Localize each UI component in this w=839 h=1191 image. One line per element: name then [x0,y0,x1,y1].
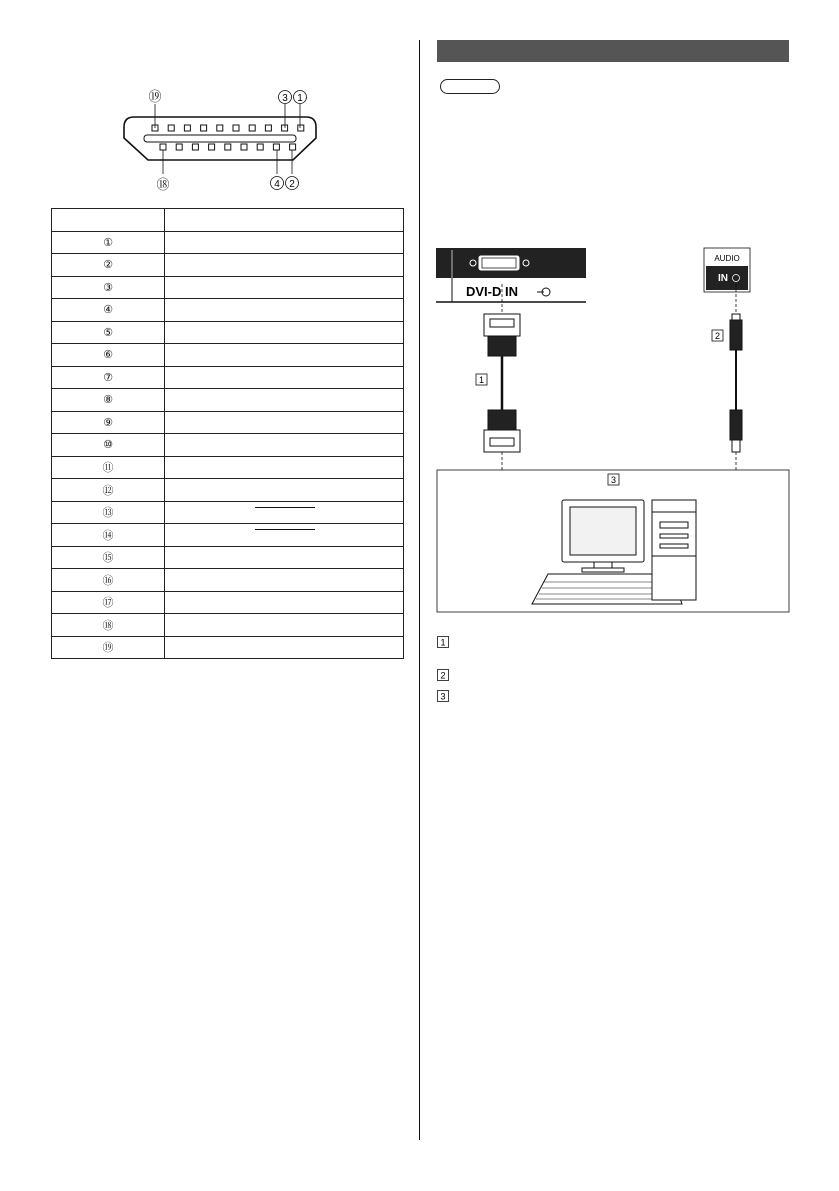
signal-name [165,299,404,322]
signal-name [165,276,404,299]
callout-1: 1 [478,375,485,385]
pin-number: ⑯ [52,569,165,592]
audio-label: AUDIO [714,254,740,263]
table-row [52,254,404,277]
hdmi-connector-tongue [144,135,296,142]
legend-marker-3 [437,690,449,702]
hdmi-pin-bottom [160,144,166,150]
pin-number: ⑧ [52,389,165,412]
callout-3: 3 [610,475,617,485]
signal-name [165,569,404,592]
header-pin-no [52,209,165,232]
pin-number: ⑭ [52,524,165,547]
pin-number: ⑪ [52,456,165,479]
hdmi-pin-bottom [257,144,263,150]
top-row-pins [152,125,304,131]
dvi-cable-connector-top [484,314,520,356]
legend-marker-2 [437,669,449,681]
table-row [52,231,404,254]
signal-name [165,524,404,547]
pc-tower [652,500,696,600]
pin-number: ⑮ [52,546,165,569]
hdmi-pin-bottom [192,144,198,150]
pin-number: ④ [52,299,165,322]
svg-text:2: 2 [440,670,446,681]
pin-number: ⑤ [52,321,165,344]
dvi-cable-connector-bottom [484,410,520,452]
svg-text:1: 1 [440,637,446,648]
signal-name [165,479,404,502]
hdmi-pin-bottom [241,144,247,150]
table-row [52,479,404,502]
pin-3-label: 3 [282,93,288,104]
table-row [52,546,404,569]
signal-overline [255,529,315,530]
hdmi-pin-top [184,125,190,131]
hdmi-connector-outline [124,117,316,160]
table-row [52,456,404,479]
table-row [52,434,404,457]
table-row [52,614,404,637]
pin-number: ⑰ [52,591,165,614]
table-header-row [52,209,404,232]
signal-name [165,389,404,412]
hdmi-pin-bottom [176,144,182,150]
hdmi-pin-top [265,125,271,131]
table-row [52,524,404,547]
dvi-d-in-label: DVI-D IN [466,284,518,299]
table-row [52,389,404,412]
signal-name [165,254,404,277]
signal-name [165,636,404,659]
hdmi-pin-top [249,125,255,131]
table-row [52,276,404,299]
signal-name [165,231,404,254]
signal-name [165,344,404,367]
audio-cable [730,314,742,452]
column-divider [419,40,420,1140]
pin-18-label: ⑱ [156,178,170,193]
note-badge [440,79,500,94]
pin-number: ⑥ [52,344,165,367]
signal-name [165,501,404,524]
signal-name [165,321,404,344]
signal-name [165,546,404,569]
hdmi-pin-top [298,125,304,131]
signal-name [165,614,404,637]
hdmi-pin-top [233,125,239,131]
hdmi-connector-diagram [110,82,330,194]
table-row [52,411,404,434]
audio-in-label: IN [718,273,728,284]
table-row [52,501,404,524]
pin-number: ⑱ [52,614,165,637]
pin-4-label: 4 [274,179,280,190]
pin-number: ⑦ [52,366,165,389]
signal-name [165,434,404,457]
pin-2-label: 2 [289,179,295,190]
legend-marker-1 [437,636,449,648]
table-row [52,299,404,322]
pin-number: ③ [52,276,165,299]
svg-text:3: 3 [440,691,446,702]
pin-1-label: 1 [297,93,303,104]
pin-number: ⑫ [52,479,165,502]
table-row [52,344,404,367]
hdmi-pin-top [168,125,174,131]
signal-overline [255,507,315,508]
table-row [52,636,404,659]
pin-number: ⑩ [52,434,165,457]
signal-name [165,456,404,479]
header-signal-name [165,209,404,232]
hdmi-pin-top [217,125,223,131]
pin-number: ⑬ [52,501,165,524]
table-row [52,366,404,389]
table-row [52,569,404,592]
table-row [52,321,404,344]
signal-name [165,366,404,389]
pin-number: ⑲ [52,636,165,659]
signal-name [165,591,404,614]
signal-name [165,411,404,434]
table-row [52,591,404,614]
pin-number: ② [52,254,165,277]
hdmi-pin-bottom [290,144,296,150]
pc-monitor [562,500,644,572]
callout-2: 2 [714,331,721,341]
bottom-row-pins [160,144,296,150]
hdmi-pin-bottom [225,144,231,150]
pin-19-label: ⑲ [148,90,162,105]
hdmi-pin-bottom [209,144,215,150]
pin-number: ① [52,231,165,254]
hdmi-pin-top [201,125,207,131]
section-heading-bar [437,40,789,62]
pc-connection-diagram [436,244,791,614]
pin-number: ⑨ [52,411,165,434]
hdmi-pin-bottom [273,144,279,150]
pin-assignment-table [51,208,404,659]
